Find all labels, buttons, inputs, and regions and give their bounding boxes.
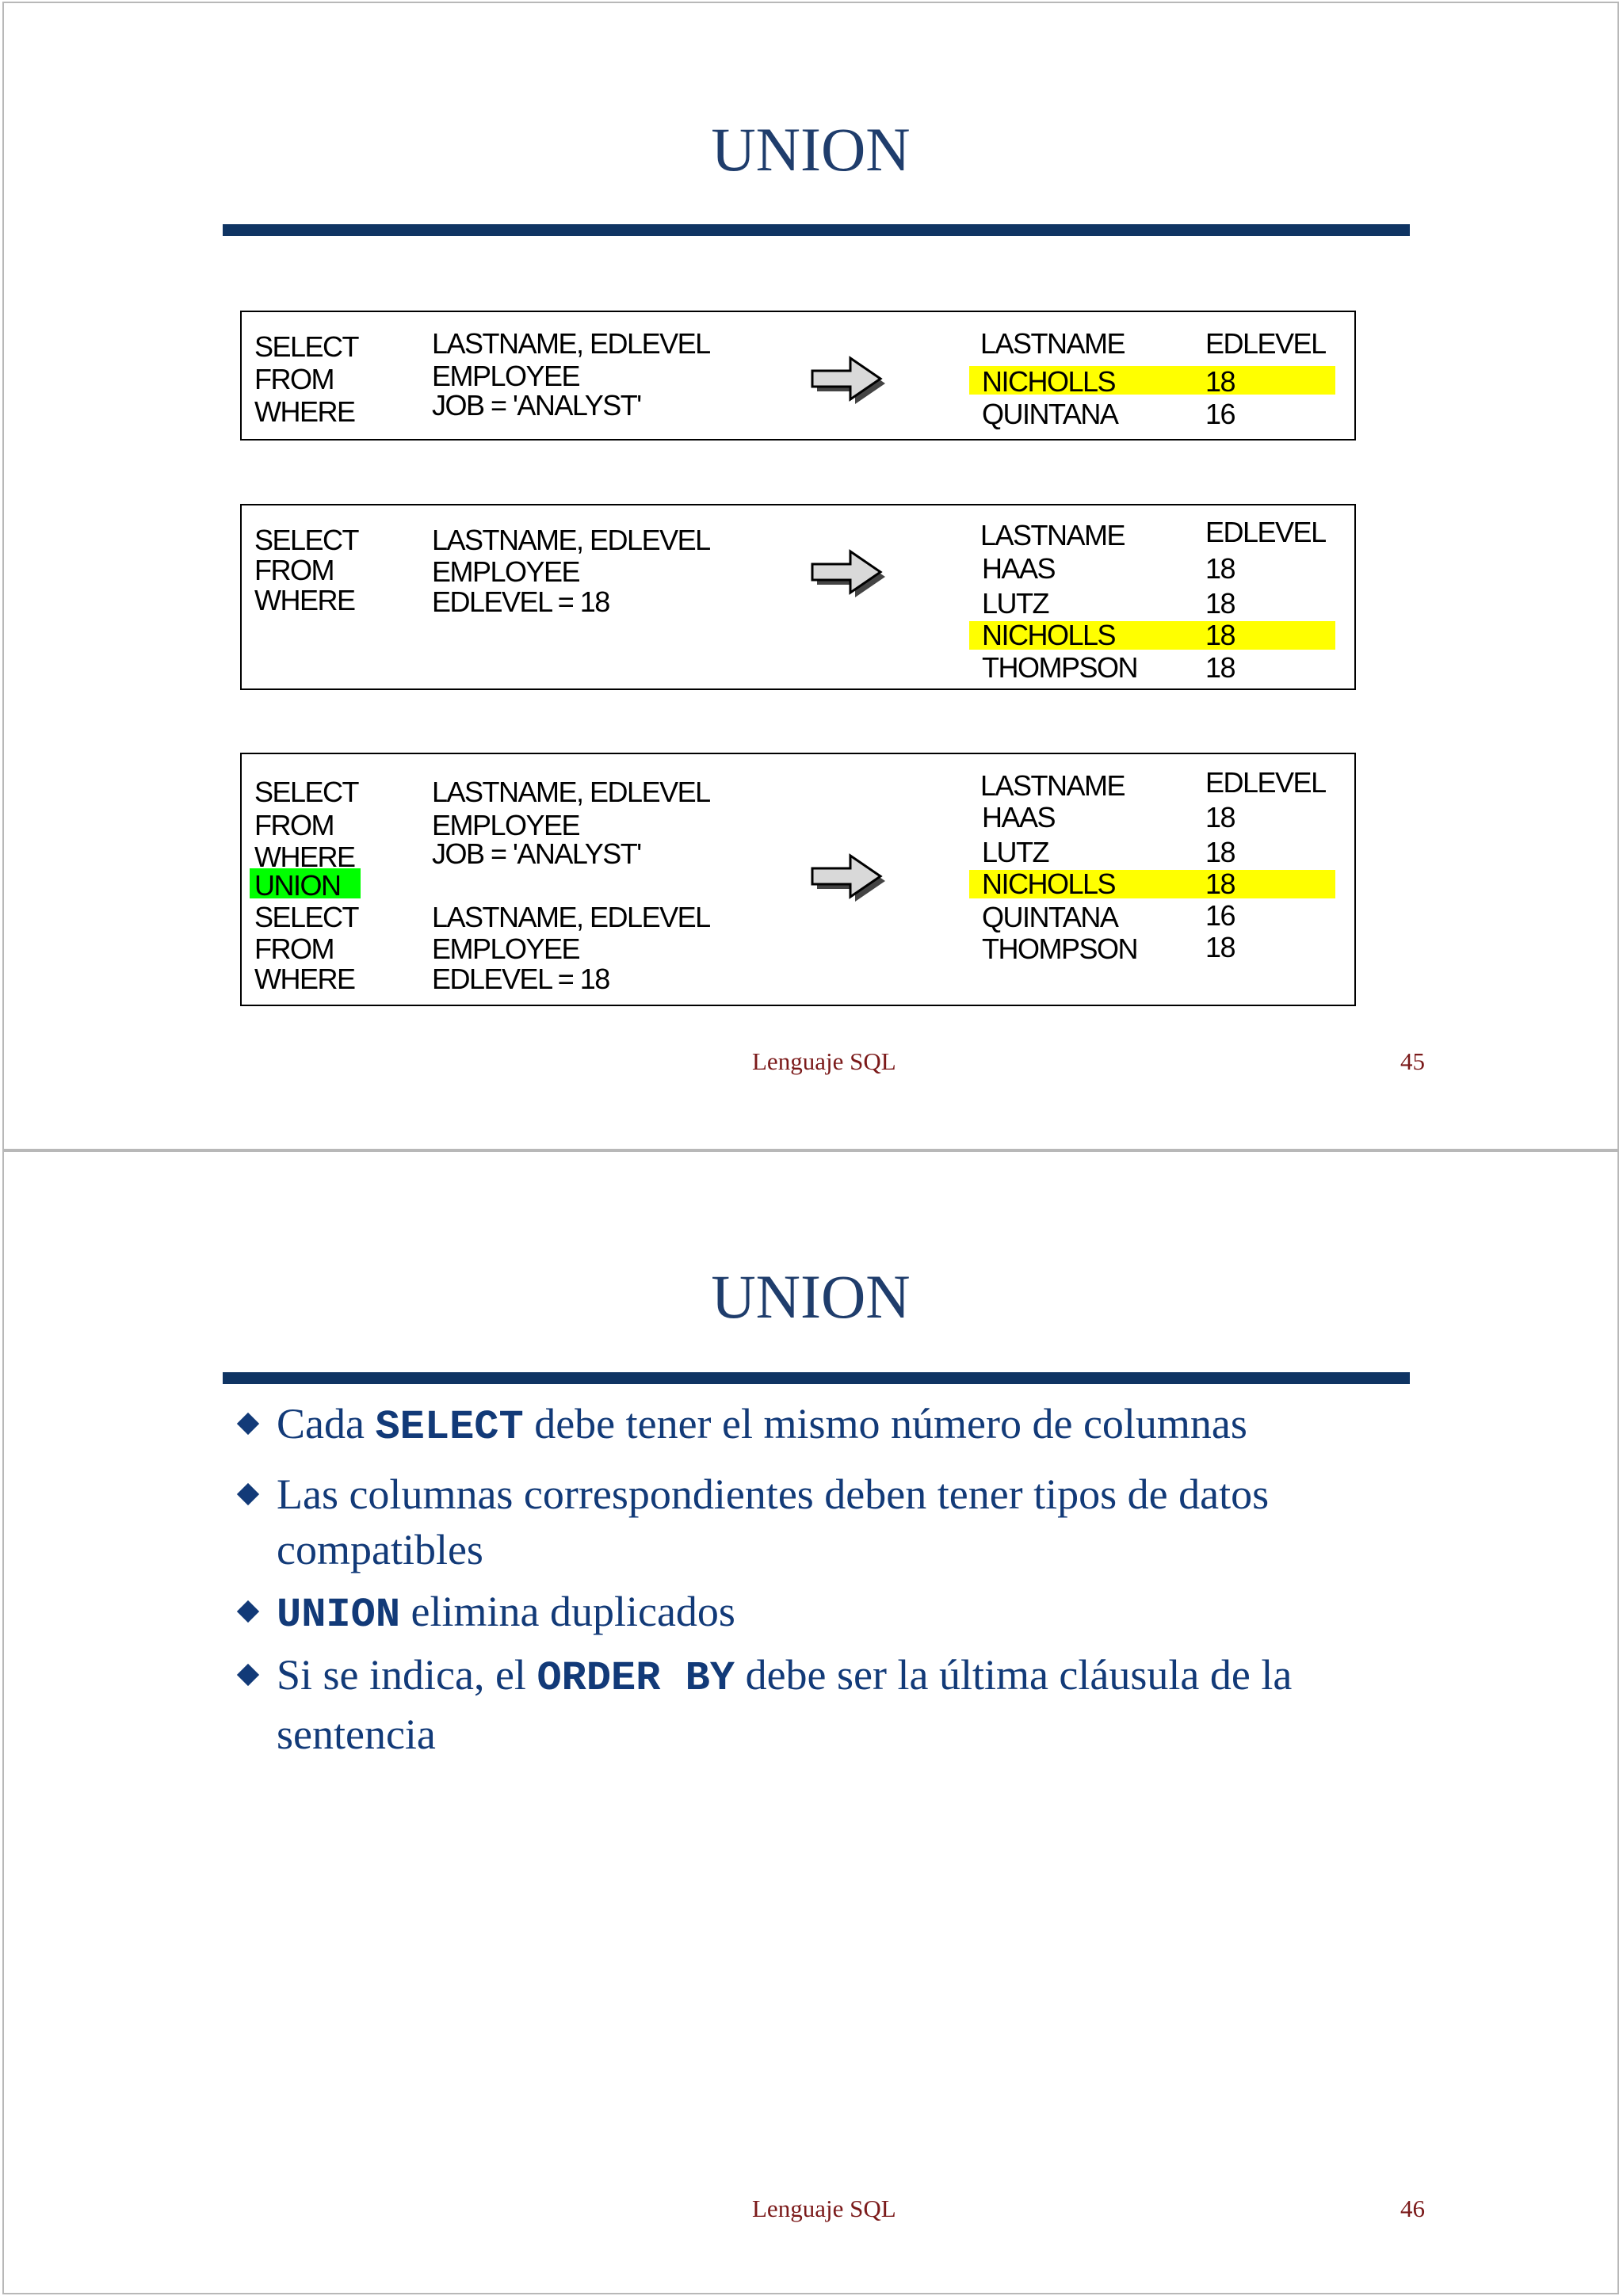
result-cell: 18 bbox=[1205, 365, 1235, 398]
page-number: 46 bbox=[1400, 2195, 1425, 2222]
slide-46: UNION Cada SELECT debe tener el mismo número de columnas Las columnas correspondientes deben tener tipos de datos compatibles UNION elimina duplicados Si se indica, el ORDER BY debe ser la última cláusula de la sentencia Lenguaje SQL 46 bbox=[2, 1150, 1619, 2294]
result-cell: THOMPSON bbox=[982, 651, 1138, 684]
sql-keyword: WHERE bbox=[254, 963, 355, 995]
sql-clause: JOB = 'ANALYST' bbox=[432, 837, 641, 870]
page-number: 45 bbox=[1400, 1047, 1425, 1075]
query-box-edlevel bbox=[240, 504, 1356, 690]
query-box-analyst bbox=[240, 311, 1356, 441]
title-rule bbox=[223, 224, 1410, 236]
result-cell: 18 bbox=[1205, 868, 1235, 900]
result-header: EDLEVEL bbox=[1205, 766, 1326, 799]
sql-keyword: FROM bbox=[254, 554, 334, 586]
result-cell: HAAS bbox=[982, 552, 1056, 585]
sql-clause: EMPLOYEE bbox=[432, 360, 580, 392]
sql-keyword: FROM bbox=[254, 363, 334, 395]
sql-clause: LASTNAME, EDLEVEL bbox=[432, 327, 710, 360]
sql-clause: LASTNAME, EDLEVEL bbox=[432, 524, 710, 556]
footer-text: Lenguaje SQL bbox=[752, 2195, 896, 2222]
sql-clause: EMPLOYEE bbox=[432, 933, 580, 965]
arrow-right-icon bbox=[811, 353, 890, 409]
sql-keyword: FROM bbox=[254, 809, 334, 841]
sql-keyword: SELECT bbox=[254, 330, 359, 363]
sql-keyword: WHERE bbox=[254, 395, 355, 428]
sql-keyword: SELECT bbox=[254, 524, 359, 556]
result-header: LASTNAME bbox=[980, 519, 1125, 551]
result-cell: 18 bbox=[1205, 552, 1235, 585]
result-cell: 18 bbox=[1205, 651, 1235, 684]
result-cell: THOMPSON bbox=[982, 933, 1138, 965]
result-cell: LUTZ bbox=[982, 836, 1048, 868]
result-cell: 18 bbox=[1205, 836, 1235, 868]
sql-clause: JOB = 'ANALYST' bbox=[432, 389, 641, 421]
result-cell: NICHOLLS bbox=[982, 868, 1116, 900]
result-cell: QUINTANA bbox=[982, 398, 1118, 430]
slide-title: UNION bbox=[711, 1262, 911, 1331]
diamond-bullet-icon bbox=[237, 1600, 259, 1623]
result-cell: LUTZ bbox=[982, 587, 1048, 620]
query-box-union bbox=[240, 753, 1356, 1006]
sql-keyword: SELECT bbox=[254, 901, 359, 933]
result-cell: NICHOLLS bbox=[982, 365, 1116, 398]
sql-keyword: WHERE bbox=[254, 841, 355, 873]
sql-clause: LASTNAME, EDLEVEL bbox=[432, 901, 710, 933]
sql-clause: EDLEVEL = 18 bbox=[432, 963, 609, 995]
sql-keyword: SELECT bbox=[254, 776, 359, 808]
sql-clause: LASTNAME, EDLEVEL bbox=[432, 776, 710, 808]
sql-clause: EMPLOYEE bbox=[432, 555, 580, 588]
sql-keyword: ORDER BY bbox=[537, 1655, 735, 1702]
result-cell: HAAS bbox=[982, 801, 1056, 833]
sql-clause: EMPLOYEE bbox=[432, 809, 580, 841]
result-cell: QUINTANA bbox=[982, 901, 1118, 933]
result-header: EDLEVEL bbox=[1205, 516, 1326, 548]
result-cell: 16 bbox=[1205, 899, 1235, 932]
result-cell: 18 bbox=[1205, 931, 1235, 963]
sql-keyword: UNION bbox=[277, 1592, 401, 1638]
slide-45 bbox=[2, 2, 1619, 1150]
sql-keyword: SELECT bbox=[375, 1404, 524, 1451]
sql-clause: EDLEVEL = 18 bbox=[432, 585, 609, 618]
slide-title: UNION bbox=[711, 115, 911, 184]
arrow-right-icon bbox=[811, 547, 890, 602]
title-rule bbox=[223, 1372, 1410, 1384]
sql-keyword-union: UNION bbox=[254, 869, 341, 902]
sql-keyword: WHERE bbox=[254, 584, 355, 616]
diamond-bullet-icon bbox=[237, 1413, 259, 1435]
result-cell: 18 bbox=[1205, 587, 1235, 620]
diamond-bullet-icon bbox=[237, 1664, 259, 1686]
result-header: EDLEVEL bbox=[1205, 327, 1326, 360]
result-header: LASTNAME bbox=[980, 769, 1125, 802]
result-cell: 16 bbox=[1205, 398, 1235, 430]
footer-text: Lenguaje SQL bbox=[752, 1047, 896, 1075]
sql-keyword: FROM bbox=[254, 933, 334, 965]
result-cell: NICHOLLS bbox=[982, 619, 1116, 651]
result-header: LASTNAME bbox=[980, 327, 1125, 360]
result-cell: 18 bbox=[1205, 801, 1235, 833]
arrow-right-icon bbox=[811, 851, 890, 906]
result-cell: 18 bbox=[1205, 619, 1235, 651]
diamond-bullet-icon bbox=[237, 1483, 259, 1505]
